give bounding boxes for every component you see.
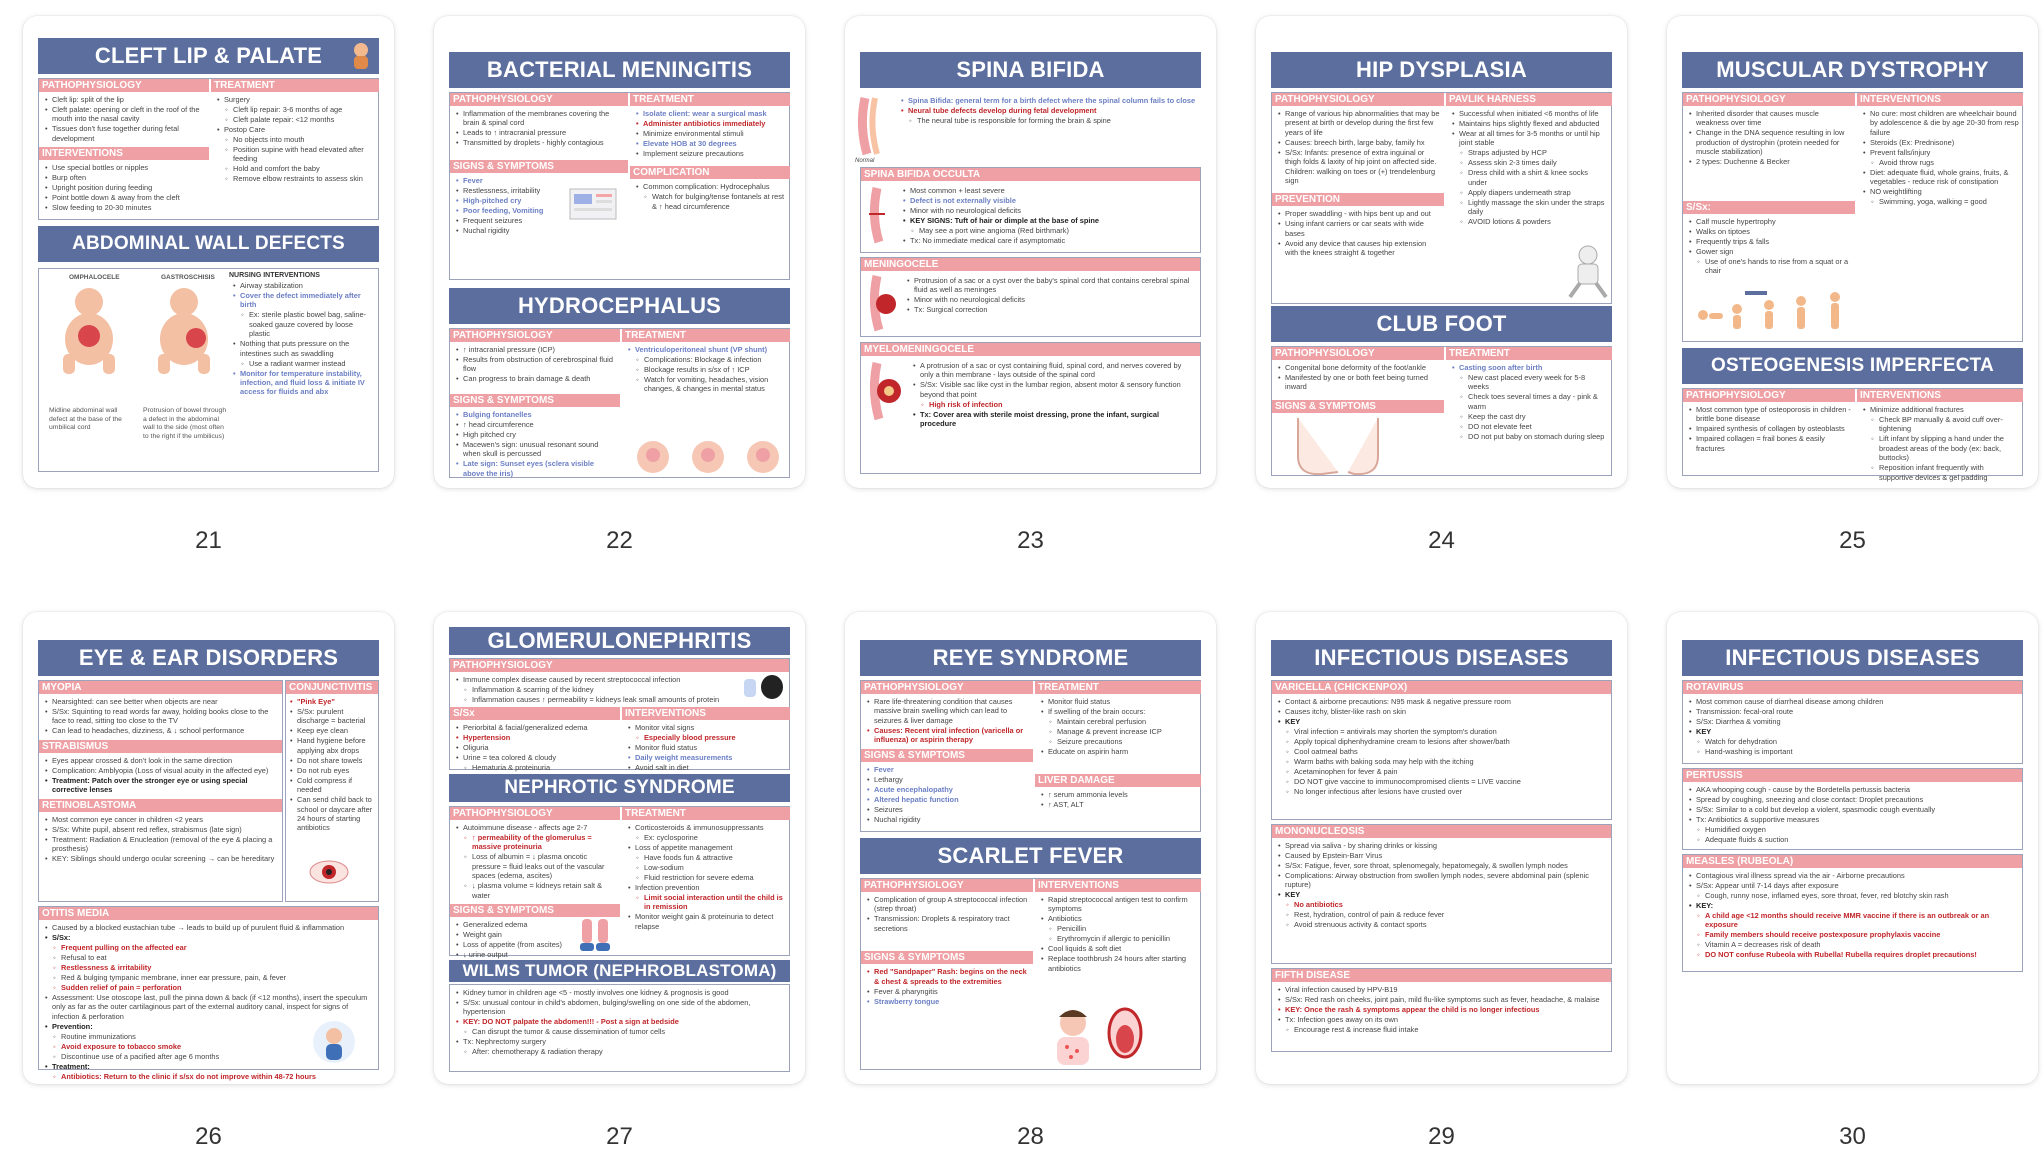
omphalocele-description: Midline abdominal wall defect at the base of the umbilical cord	[49, 407, 122, 431]
glomerulonephritis-box: PATHOPHYSIOLOGY • Immune complex disease caused by recent streptococcal infection ◦ Inflammation & scarring of the kidney ◦ Inflammation causes ↑ permeability = kidneys leak small amounts of protein S/Sx • Periorbital & facial/generalized edema • Hypertension • Oliguria • Urine = tea colored & cloudy ◦ Hematuria & proteinuria INTERVENTIONS • Monitor vital signs ◦ Especially blood pressure • Monitor fluid status • Daily weight measurements • Avoid salt in diet	[449, 658, 790, 770]
normal-label: Normal	[855, 158, 875, 164]
nephrotic-box: PATHOPHYSIOLOGY • Autoimmune disease - affects age 2-7 ◦ ↑ permeability of the glomerulus = massive proteinuria ◦ Loss of albumin = ↓ plasma oncotic pressure = fluid leaks out of the vascular spaces (edema, ascites) ◦ ↓ plasma volume = kidneys retain salt & water SIGNS & SYMPTOMS • Generalized edema • Weight gain • Loss of appetite (from ascites) • ↓ urine output TREATMENT • Corticosteroids & immunosuppressants ◦ Ex: cyclosporine • Loss of appetite management ◦ Have foods fun & attractive ◦ Low-sodium ◦ Fluid restriction for severe edema • Infection prevention ◦ Limit social interaction until the child is in remission • Monitor weight gain & proteinuria to detect relapse	[449, 806, 790, 956]
treatment-list: • Corticosteroids & immunosuppressants ◦ Ex: cyclosporine • Loss of appetite management ◦ Have foods fun & attractive ◦ Low-sodium ◦ Fluid restriction for severe edema • Infection prevention ◦ Limit social interaction until the child is in remission • Monitor weight gain & proteinuria to detect relapse	[622, 823, 790, 931]
pathophysiology-list: • Range of various hip abnormalities that may be present at birth or develop during the first few years of life • Causes: breech birth, large baby, family hx • S/Sx: Infants: presence of extra inguinal or thigh folds & laxity of hip joint on affected side. Children: walking on toes or (+) trendelenburg sign	[1272, 109, 1444, 185]
page-title: INFECTIOUS DISEASES	[1682, 640, 2023, 676]
conjunctivitis-box: CONJUNCTIVITIS • "Pink Eye" • S/Sx: purulent discharge = bacterial • Keep eye clean • Hand hygiene before applying abx drops • Do not share towels • Do not rub eyes • Cold compress if needed • Can send child back to school or daycare after 24 hours of starting antibiotics	[285, 680, 379, 902]
treatment-list-2: • Ventriculoperitoneal shunt (VP shunt) ◦ Complications: Blockage & infection ◦ Blockage results in s/sx of ↑ ICP ◦ Watch for vomiting, headaches, vision changes, & changes in mental status	[622, 345, 790, 394]
section-title: NEPHROTIC SYNDROME	[449, 774, 790, 802]
scarlet-box: PATHOPHYSIOLOGY • Complication of group A streptococcal infection (strep throat) • Transmission: Droplets & respiratory tract secretions SIGNS & SYMPTOMS • Red "Sandpaper" Rash: begins on the neck & chest & spreads to the extremities • Fever & pharyngitis • Strawberry tongue INTERVENTIONS • Rapid streptococcal antigen test to confirm symptoms • Antibiotics ◦ Penicillin ◦ Erythromycin if allergic to penicillin • Cool liquids & soft diet • Replace toothbrush 24 hours after starting antibiotics	[860, 878, 1201, 1070]
fifth-disease-box: FIFTH DISEASE • Viral infection caused by HPV-B19 • S/Sx: Red rash on cheeks, joint pain, mild flu-like symptoms such as fever, headache, & malaise • KEY: Once the rash & symptoms appear the child is no longer infectious • Tx: Infection goes away on its own ◦ Encourage rest & increase fluid intake	[1271, 968, 1612, 1052]
interventions-list: • Monitor vital signs ◦ Especially blood pressure • Monitor fluid status • Daily weight measurements • Avoid salt in diet	[622, 723, 790, 772]
page-number: 24	[1428, 527, 1455, 554]
occulta-box: SPINA BIFIDA OCCULTA • Most common + least severe • Defect is not externally visible • Minor with no neurological deficits • KEY SIGNS: Tuft of hair or dimple at the base of spine ◦ May see a port wine angioma (Red birthmark) • Tx: No immediate medical care if asymptomatic	[860, 167, 1201, 253]
otitis-list: • Caused by a blocked eustachian tube → leads to build up of purulent fluid & inflammation • S/Sx: ◦ Frequent pulling on the affected ear ◦ Refusal to eat ◦ Restlessness & irritability ◦ Red & bulging tympanic membrane, inner ear pressure, pain, & fever ◦ Sudden relief of pain = perforation • Assessment: Use otoscope last, pull the pinna down & back (if <12 months), insert the speculum only as far as the outer cartilaginous part of the external auditory canal, inspect for signs of infection & perforation • Prevention: ◦ Routine immunizations ◦ Avoid exposure to tobacco smoke ◦ Discontinue use of a pacified after age 6 months • Treatment: ◦ Antibiotics: Return to the clinic if s/sx do not improve within 48-72 hours	[39, 923, 378, 1081]
ear-check-illustration-icon	[309, 1019, 359, 1070]
omphalocele-illustration-icon	[49, 284, 129, 381]
page-title: HIP DYSPLASIA	[1271, 52, 1612, 88]
gastroschisis-description: Protrusion of bowel through a defect in the abdominal wall to the side (most often to the right if the umbilicus)	[143, 407, 227, 440]
nursing-list: • Airway stabilization • Cover the defect immediately after birth ◦ Ex: sterile plastic bowel bag, saline-soaked gauze covered by loose plastic • Nothing that puts pressure on the intestines such as swaddling ◦ Use a radiant warmer instead • Monitor for temperature instability, infection, and fluid loss & initiate IV access for fluids and abx	[227, 281, 379, 397]
newspaper-illustration-icon	[568, 185, 620, 228]
eye-icon	[308, 859, 350, 890]
eye-box: MYOPIA • Nearsighted: can see better when objects are near • S/Sx: Squinting to read words far away, holding books close to the face to read, sitting too close to the TV • Can lead to headaches, dizziness, & ↓ school performance STRABISMUS • Eyes appear crossed & don't look in the same direction • Complication: Amblyopia (Loss of visual acuity in the affected eye) • Treatment: Patch over the stronger eye or using special corrective lenses RETINOBLASTOMA • Most common eye cancer in children <2 years • S/Sx: White pupil, absent red reflex, strabismus (late sign) • Treatment: Radiation & Enucleation (removal of the eye & placing a prosthesis) • KEY: Siblings should undergo ocular screening → can be hereditary	[38, 680, 283, 902]
page-number: 28	[1017, 1123, 1044, 1150]
page-thumbnail-26[interactable]	[23, 612, 394, 1084]
fifth-disease-list: • Viral infection caused by HPV-B19 • S/Sx: Red rash on cheeks, joint pain, mild flu-like symptoms such as fever, headache, & malaise • KEY: Once the rash & symptoms appear the child is no longer infectious • Tx: Infection goes away on its own ◦ Encourage rest & increase fluid intake	[1272, 985, 1611, 1034]
intro-list: • Spina Bifida: general term for a birth defect where the spinal column fails to close • Neural tube defects develop during fetal development ◦ The neural tube is responsible for forming the brain & spine	[895, 96, 1205, 126]
page-title: CLEFT LIP & PALATE	[38, 38, 379, 74]
page-number: 25	[1839, 527, 1866, 554]
wilms-box	[449, 984, 790, 1072]
hydrocephalus-box: PATHOPHYSIOLOGY • ↑ intracranial pressure (ICP) • Results from obstruction of cerebrospinal fluid flow • Can progress to brain damage & death SIGNS & SYMPTOMS • Bulging fontanelles • ↑ head circumference • High pitched cry • Macewen's sign: unusual resonant sound when skull is percussed • Late sign: Sunset eyes (sclera visible above the iris) TREATMENT • Ventriculoperitoneal shunt (VP shunt) ◦ Complications: Blockage & infection ◦ Blockage results in s/sx of ↑ ICP ◦ Watch for vomiting, headaches, vision changes, & changes in mental status	[449, 328, 790, 478]
kidney-icon	[742, 673, 786, 706]
section-title: SCARLET FEVER	[860, 838, 1201, 874]
mononucleosis-box: MONONUCLEOSIS • Spread via saliva - by sharing drinks or kissing • Caused by Epstein-Barr Virus • S/Sx: Fatigue, fever, sore throat, splenomegaly, hepatomegaly, & swollen lymph nodes • Complications: Airway obstruction from swollen lymph nodes, severe abdominal pain (splenic rupture) • KEY ◦ No antibiotics ◦ Rest, hydration, control of pain & reduce fever ◦ Avoid strenuous activity & contact sports	[1271, 824, 1612, 964]
treatment-list: • Surgery ◦ Cleft lip repair: 3-6 months of age ◦ Cleft palate repair: <12 months • Postop Care ◦ No objects into mouth ◦ Position supine with head elevated after feeding ◦ Hold and comfort the baby ◦ Remove elbow restraints to assess skin	[211, 95, 379, 184]
gastroschisis-illustration-icon	[144, 284, 224, 381]
myopia-list: • Nearsighted: can see better when objects are near • S/Sx: Squinting to read words far away, holding books close to the face to read, sitting too close to the TV • Can lead to headaches, dizziness, & ↓ school performance	[39, 697, 282, 736]
wilms-list: • Kidney tumor in children age <5 - mostly involves one kidney & prognosis is good • S/Sx: unusual contour in child's abdomen, bulging/swelling on one side of the abdomen, hypertension • KEY: DO NOT palpate the abdomen!!! - Post a sign at bedside ◦ Can disrupt the tumor & cause dissemination of tumor cells • Tx: Nephrectomy surgery ◦ After: chemotherapy & radiation therapy	[450, 985, 789, 1057]
pavlik-list: • Successful when initiated <6 months of life • Maintains hips slightly flexed and abducted • Wear at all times for 3-5 months or until hip joint stable ◦ Straps adjusted by HCP ◦ Assess skin 2-3 times daily ◦ Dress child with a shirt & knee socks under ◦ Apply diapers underneath strap ◦ Lightly massage the skin under the straps daily ◦ AVOID lotions & powders	[1446, 109, 1612, 227]
strawberry-tongue-icon	[1107, 1007, 1143, 1068]
mononucleosis-list: • Spread via saliva - by sharing drinks or kissing • Caused by Epstein-Barr Virus • S/Sx: Fatigue, fever, sore throat, splenomegaly, hepatomegaly, & swollen lymph nodes • Complications: Airway obstruction from swollen lymph nodes, severe abdominal pain (splenic rupture) • KEY ◦ No antibiotics ◦ Rest, hydration, control of pain & reduce fever ◦ Avoid strenuous activity & contact sports	[1272, 841, 1611, 930]
myelomeningocele-box: MYELOMENINGOCELE • A protrusion of a sac or cyst containing fluid, spinal cord, and nerves covered by only a thin membrane - lays outside of the spinal cord • S/Sx: Visible sac like cyst in the lumbar region, absent motor & sensory function beyond that point ◦ High risk of infection • Tx: Cover area with sterile moist dressing, prone the infant, surgical procedure	[860, 342, 1201, 474]
page-number: 29	[1428, 1123, 1455, 1150]
section-title: OSTEOGENESIS IMPERFECTA	[1682, 348, 2023, 384]
page-thumbnail-27[interactable]	[434, 612, 805, 1084]
page-number: 30	[1839, 1123, 1866, 1150]
spine-occulta-icon	[867, 186, 895, 249]
pathophysiology-list-2: • Complication of group A streptococcal infection (strep throat) • Transmission: Droplets & respiratory tract secretions	[861, 895, 1033, 933]
child-rash-illustration-icon	[1051, 1007, 1095, 1072]
gower-sign-illustration-icon	[1691, 289, 1861, 338]
page-thumbnail-21[interactable]	[23, 16, 394, 488]
normal-spine-icon	[855, 96, 885, 163]
prevention-list: • Proper swaddling - with hips bent up and out • Using infant carriers or car seats with wide bases • Avoid any device that causes hip extension with the knees straight & together	[1272, 209, 1444, 257]
rotavirus-box: ROTAVIRUS • Most common cause of diarrheal disease among children • Transmission: fecal-oral route • S/Sx: Diarrhea & vomiting • KEY ◦ Watch for dehydration ◦ Hand-washing is important	[1682, 680, 2023, 764]
page-number: 23	[1017, 527, 1044, 554]
page-title: SPINA BIFIDA	[860, 52, 1201, 88]
treatment-list: • Monitor fluid status • If swelling of the brain occurs: ◦ Maintain cerebral perfusion ◦ Manage & prevent increase ICP ◦ Seizure precautions • Educate on aspirin harm	[1035, 697, 1201, 756]
conjunctivitis-list: • "Pink Eye" • S/Sx: purulent discharge = bacterial • Keep eye clean • Hand hygiene before applying abx drops • Do not share towels • Do not rub eyes • Cold compress if needed • Can send child back to school or daycare after 24 hours of starting antibiotics	[286, 697, 378, 833]
pathophysiology-list: • Inflammation of the membranes covering the brain & spinal cord • Leads to ↑ intracranial pressure • Transmitted by droplets - highly contagious	[450, 109, 628, 148]
swollen-legs-icon	[578, 917, 612, 958]
interventions-list: • Use special bottles or nipples • Burp often • Upright position during feeding • Point bottle down & away from the cleft • Slow feeding to 20-30 minutes	[39, 163, 209, 212]
page-title: GLOMERULONEPHRITIS	[449, 627, 790, 655]
interventions-list: • No cure: most children are wheelchair bound by adolescence & die by age 20-30 from resp failure • Steroids (Ex: Prednisone) • Prevent falls/injury ◦ Avoid throw rugs • Diet: adequate fluid, whole grains, fruits, & vegetables - reduce risk of constipation • NO weightlifting ◦ Swimming, yoga, walking = good	[1857, 109, 2023, 207]
page-number: 27	[606, 1123, 633, 1150]
page-title: INFECTIOUS DISEASES	[1271, 640, 1612, 676]
signs-list: • Calf muscle hypertrophy • Walks on tiptoes • Frequently trips & falls • Gower sign ◦ Use of one's hands to rise from a squat or a chair	[1683, 217, 1855, 276]
page-thumbnail-25[interactable]	[1667, 16, 2038, 488]
club-feet-illustration-icon	[1278, 416, 1450, 485]
pathophysiology-list-2: • ↑ intracranial pressure (ICP) • Results from obstruction of cerebrospinal fluid flow • Can progress to brain damage & death	[450, 345, 620, 384]
muscular-dystrophy-box: PATHOPHYSIOLOGY • Inherited disorder that causes muscle weakness over time • Change in the DNA sequence resulting in low production of dystrophin (protein needed for muscle stabilization) • 2 types: Duchenne & Becker S/Sx: • Calf muscle hypertrophy • Walks on tiptoes • Frequently trips & falls • Gower sign ◦ Use of one's hands to rise from a squat or a chair INTERVENTIONS • No cure: most children are wheelchair bound by adolescence & die by age 20-30 from resp failure • Steroids (Ex: Prednisone) • Prevent falls/injury ◦ Avoid throw rugs • Diet: adequate fluid, whole grains, fruits, & vegetables - reduce risk of constipation • NO weightlifting ◦ Swimming, yoga, walking = good	[1682, 92, 2023, 342]
pathophysiology-list-2: • Most common type of osteoporosis in children - brittle bone disease • Impaired synthesis of collagen by osteoblasts • Impaired collagen = frail bones & easily fractures	[1683, 405, 1855, 453]
page-title: MUSCULAR DYSTROPHY	[1682, 52, 2023, 88]
pathophysiology-list: • Immune complex disease caused by recent streptococcal infection ◦ Inflammation & scarring of the kidney ◦ Inflammation causes ↑ permeability = kidneys leak small amounts of protein	[450, 675, 730, 704]
measles-box: MEASLES (RUBEOLA) • Contagious viral illness spread via the air - Airborne precautions • S/Sx: Appear until 7-14 days after exposure ◦ Cough, runny nose, inflamed eyes, sore throat, fever, red blotchy skin rash • KEY: ◦ A child age <12 months should receive MMR vaccine if there is an outbreak or an exposure ◦ Family members should receive postexposure prophylaxis vaccine ◦ Vitamin A = decreases risk of death ◦ DO NOT confuse Rubeola with Rubella! Rubella requires droplet precautions!	[1682, 854, 2023, 972]
pathophysiology-list-2: • Congenital bone deformity of the foot/ankle • Manifested by one or both feet being turned inward	[1272, 363, 1444, 392]
occulta-list: • Most common + least severe • Defect is not externally visible • Minor with no neurological deficits • KEY SIGNS: Tuft of hair or dimple at the base of spine ◦ May see a port wine angioma (Red birthmark) • Tx: No immediate medical care if asymptomatic	[897, 186, 1197, 246]
baby-icon	[347, 41, 375, 76]
treatment-list: • Casting soon after birth ◦ New cast placed every week for 5-8 weeks ◦ Check toes several times a day - pink & warm ◦ Keep the cast dry ◦ DO not elevate feet ◦ DO not put baby on stomach during sleep	[1446, 363, 1612, 441]
meningocele-box: MENINGOCELE • Protrusion of a sac or a cyst over the baby's spinal cord that contains cerebral spinal fluid as well as meninges • Minor with no neurological deficits • Tx: Surgical correction	[860, 257, 1201, 337]
meningitis-box: PATHOPHYSIOLOGY • Inflammation of the membranes covering the brain & spinal cord • Leads to ↑ intracranial pressure • Transmitted by droplets - highly contagious SIGNS & SYMPTOMS • Fever • Restlessness, irritability • High-pitched cry • Poor feeding, Vomiting • Frequent seizures • Nuchal rigidity TREATMENT • Isolate client: wear a surgical mask • Administer antibiotics immediately • Minimize environmental stimuli • Elevate HOB at 30 degrees • Implement seizure precautions COMPLICATION • Common complication: Hydrocephalus ◦ Watch for bulging/tense fontanels at rest & ↑ head circumference	[449, 92, 790, 280]
page-title: BACTERIAL MENINGITIS	[449, 52, 790, 88]
page-number: 22	[606, 527, 633, 554]
section-title: CLUB FOOT	[1271, 306, 1612, 342]
hip-box: PATHOPHYSIOLOGY • Range of various hip abnormalities that may be present at birth or develop during the first few years of life • Causes: breech birth, large baby, family hx • S/Sx: Infants: presence of extra inguinal or thigh folds & laxity of hip joint on affected side. Children: walking on toes or (+) trendelenburg sign PREVENTION • Proper swaddling - with hips bent up and out • Using infant carriers or car seats with wide bases • Avoid any device that causes hip extension with the knees straight & together PAVLIK HARNESS • Successful when initiated <6 months of life • Maintains hips slightly flexed and abducted • Wear at all times for 3-5 months or until hip joint stable ◦ Straps adjusted by HCP ◦ Assess skin 2-3 times daily ◦ Dress child with a shirt & knee socks under ◦ Apply diapers underneath strap ◦ Lightly massage the skin under the straps daily ◦ AVOID lotions & powders	[1271, 92, 1612, 304]
meningocele-icon	[867, 274, 899, 337]
infant-head-illustrations-icon	[628, 437, 788, 480]
rotavirus-list: • Most common cause of diarrheal disease among children • Transmission: fecal-oral route • S/Sx: Diarrhea & vomiting • KEY ◦ Watch for dehydration ◦ Hand-washing is important	[1683, 697, 2022, 756]
pathophysiology-list: • Cleft lip: split of the lip • Cleft palate: opening or cleft in the roof of the mouth into the nasal cavity • Tissues don't fuse together during fetal development	[39, 95, 209, 143]
myelomeningocele-icon	[867, 361, 903, 426]
reye-box: PATHOPHYSIOLOGY • Rare life-threatening condition that causes massive brain swelling which can lead to seizures & liver damage • Causes: Recent viral infection (varicella or influenza) or aspirin therapy SIGNS & SYMPTOMS • Fever • Lethargy • Acute encephalopathy • Altered hepatic function • Seizures • Nuchal rigidity TREATMENT • Monitor fluid status • If swelling of the brain occurs: ◦ Maintain cerebral perfusion ◦ Manage & prevent increase ICP ◦ Seizure precautions • Educate on aspirin harm LIVER DAMAGE • ↑ serum ammonia levels • ↑ AST, ALT	[860, 680, 1201, 832]
gastroschisis-label: GASTROSCHISIS	[161, 274, 215, 281]
abdominal-box	[38, 268, 379, 472]
otitis-box: OTITIS MEDIA • Caused by a blocked eustachian tube → leads to build up of purulent fluid & inflammation • S/Sx: ◦ Frequent pulling on the affected ear ◦ Refusal to eat ◦ Restlessness & irritability ◦ Red & bulging tympanic membrane, inner ear pressure, pain, & fever ◦ Sudden relief of pain = perforation • Assessment: Use otoscope last, pull the pinna down & back (if <12 months), insert the speculum only as far as the outer cartilaginous part of the external auditory canal, inspect for signs of infection & perforation • Prevention: ◦ Routine immunizations ◦ Avoid exposure to tobacco smoke ◦ Discontinue use of a pacified after age 6 months • Treatment: ◦ Antibiotics: Return to the clinic if s/sx do not improve within 48-72 hours	[38, 906, 379, 1070]
omphalocele-label: OMPHALOCELE	[69, 274, 120, 281]
signs-list-2: • Bulging fontanelles • ↑ head circumference • High pitched cry • Macewen's sign: unusual resonant sound when skull is percussed • Late sign: Sunset eyes (sclera visible above the iris)	[450, 410, 620, 478]
pathophysiology-list: • Inherited disorder that causes muscle weakness over time • Change in the DNA sequence resulting in low production of dystrophin (protein needed for muscle stabilization) • 2 types: Duchenne & Becker	[1683, 109, 1855, 167]
page-number: 26	[195, 1123, 222, 1150]
pavlik-harness-baby-icon	[1566, 243, 1610, 306]
page-number: 21	[195, 527, 222, 554]
osteogenesis-box: PATHOPHYSIOLOGY • Most common type of osteoporosis in children - brittle bone disease • Impaired synthesis of collagen by osteoblasts • Impaired collagen = frail bones & easily fractures INTERVENTIONS • Minimize additional fractures ◦ Check BP manually & avoid cuff over-tightening ◦ Lift infant by slipping a hand under the broadest areas of the body (ex: back, buttocks) ◦ Reposition infant frequently with supportive devices & gel padding	[1682, 388, 2023, 476]
section-title: HYDROCEPHALUS	[449, 288, 790, 324]
interventions-list: • Rapid streptococcal antigen test to confirm symptoms • Antibiotics ◦ Penicillin ◦ Erythromycin if allergic to penicillin • Cool liquids & soft diet • Replace toothbrush 24 hours after starting antibiotics	[1035, 895, 1201, 973]
signs-list-2: • Red "Sandpaper" Rash: begins on the neck & chest & spreads to the extremities • Fever & pharyngitis • Strawberry tongue	[861, 967, 1033, 1006]
pertussis-list: • AKA whooping cough - cause by the Bordetella pertussis bacteria • Spread by coughing, sneezing and close contact: Droplet precautions • S/Sx: Similar to a cold but develop a violent, spasmodic cough eventually • Tx: Antibiotics & supportive measures ◦ Humidified oxygen ◦ Adequate fluids & suction	[1683, 785, 2022, 844]
page-thumbnail-30[interactable]	[1667, 612, 2038, 1084]
signs-list-2: • Generalized edema • Weight gain • Loss of appetite (from ascites) • ↓ urine output	[450, 920, 620, 959]
complication-list: • Common complication: Hydrocephalus ◦ Watch for bulging/tense fontanels at rest & ↑ head circumference	[630, 182, 790, 211]
varicella-list: • Contact & airborne precautions: N95 mask & negative pressure room • Causes itchy, blister-like rash on skin • KEY ◦ Viral infection = antivirals may shorten the symptom's duration ◦ Apply topical diphenhydramine cream to lesions after shower/bath ◦ Cool oatmeal baths ◦ Warm baths with baking soda may help with the itching ◦ Acetaminophen for fever & pain ◦ DO NOT give vaccine to immunocompromised clients = LIVE vaccine ◦ No longer infectious after lesions have crusted over	[1272, 697, 1611, 796]
interventions-list-2: • Minimize additional fractures ◦ Check BP manually & avoid cuff over-tightening ◦ Lift infant by slipping a hand under the broadest areas of the body (ex: back, buttocks) ◦ Reposition infant frequently with supportive devices & gel padding	[1857, 405, 2023, 482]
page-title: REYE SYNDROME	[860, 640, 1201, 676]
section-title-3: WILMS TUMOR (NEPHROBLASTOMA)	[449, 960, 790, 982]
strabismus-list: • Eyes appear crossed & don't look in the same direction • Complication: Amblyopia (Loss of visual acuity in the affected eye) • Treatment: Patch over the stronger eye or using special corrective lenses	[39, 756, 282, 795]
signs-list: • Fever • Lethargy • Acute encephalopathy • Altered hepatic function • Seizures • Nuchal rigidity	[861, 765, 1033, 824]
cleft-info-box: PATHOPHYSIOLOGY • Cleft lip: split of the lip • Cleft palate: opening or cleft in the roof of the mouth into the nasal cavity • Tissues don't fuse together during fetal development INTERVENTIONS • Use special bottles or nipples • Burp often • Upright position during feeding • Point bottle down & away from the cleft • Slow feeding to 20-30 minutes TREATMENT • Surgery ◦ Cleft lip repair: 3-6 months of age ◦ Cleft palate repair: <12 months • Postop Care ◦ No objects into mouth ◦ Position supine with head elevated after feeding ◦ Hold and comfort the baby ◦ Remove elbow restraints to assess skin	[38, 78, 379, 220]
myelomeningocele-list: • A protrusion of a sac or cyst containing fluid, spinal cord, and nerves covered by only a thin membrane - lays outside of the spinal cord • S/Sx: Visible sac like cyst in the lumbar region, absent motor & sensory function beyond that point ◦ High risk of infection • Tx: Cover area with sterile moist dressing, prone the infant, surgical procedure	[907, 361, 1199, 429]
signs-list: • Periorbital & facial/generalized edema • Hypertension • Oliguria • Urine = tea colored & cloudy ◦ Hematuria & proteinuria	[450, 723, 620, 772]
liver-damage-list: • ↑ serum ammonia levels • ↑ AST, ALT	[1035, 790, 1201, 809]
page-thumbnail-29[interactable]	[1256, 612, 1627, 1084]
page-thumbnail-28[interactable]	[845, 612, 1216, 1084]
signs-list: • Fever • Restlessness, irritability • High-pitched cry • Poor feeding, Vomiting • Frequent seizures • Nuchal rigidity	[450, 176, 628, 235]
page-thumbnail-23[interactable]	[845, 16, 1216, 488]
retinoblastoma-list: • Most common eye cancer in children <2 years • S/Sx: White pupil, absent red reflex, strabismus (late sign) • Treatment: Radiation & Enucleation (removal of the eye & placing a prosthesis) • KEY: Siblings should undergo ocular screening → can be hereditary	[39, 815, 282, 864]
pathophysiology-list-2: • Autoimmune disease - affects age 2-7 ◦ ↑ permeability of the glomerulus = massive proteinuria ◦ Loss of albumin = ↓ plasma oncotic pressure = fluid leaks out of the vascular spaces (edema, ascites) ◦ ↓ plasma volume = kidneys retain salt & water	[450, 823, 620, 900]
treatment-list: • Isolate client: wear a surgical mask • Administer antibiotics immediately • Minimize environmental stimuli • Elevate HOB at 30 degrees • Implement seizure precautions	[630, 109, 790, 158]
nursing-interventions-heading: NURSING INTERVENTIONS	[229, 272, 320, 279]
meningocele-list: • Protrusion of a sac or a cyst over the baby's spinal cord that contains cerebral spinal fluid as well as meninges • Minor with no neurological deficits • Tx: Surgical correction	[901, 276, 1197, 315]
measles-list: • Contagious viral illness spread via the air - Airborne precautions • S/Sx: Appear until 7-14 days after exposure ◦ Cough, runny nose, inflamed eyes, sore throat, fever, red blotchy skin rash • KEY: ◦ A child age <12 months should receive MMR vaccine if there is an outbreak or an exposure ◦ Family members should receive postexposure prophylaxis vaccine ◦ Vitamin A = decreases risk of death ◦ DO NOT confuse Rubeola with Rubella! Rubella requires droplet precautions!	[1683, 871, 2022, 960]
varicella-box: VARICELLA (CHICKENPOX) • Contact & airborne precautions: N95 mask & negative pressure room • Causes itchy, blister-like rash on skin • KEY ◦ Viral infection = antivirals may shorten the symptom's duration ◦ Apply topical diphenhydramine cream to lesions after shower/bath ◦ Cool oatmeal baths ◦ Warm baths with baking soda may help with the itching ◦ Acetaminophen for fever & pain ◦ DO NOT give vaccine to immunocompromised clients = LIVE vaccine ◦ No longer infectious after lesions have crusted over	[1271, 680, 1612, 820]
clubfoot-box: PATHOPHYSIOLOGY • Congenital bone deformity of the foot/ankle • Manifested by one or both feet being turned inward SIGNS & SYMPTOMS TREATMENT • Casting soon after birth ◦ New cast placed every week for 5-8 weeks ◦ Check toes several times a day - pink & warm ◦ Keep the cast dry ◦ DO not elevate feet ◦ DO not put baby on stomach during sleep	[1271, 346, 1612, 476]
page-title: EYE & EAR DISORDERS	[38, 640, 379, 676]
page-thumbnail-22[interactable]	[434, 16, 805, 488]
pathophysiology-list: • Rare life-threatening condition that causes massive brain swelling which can lead to seizures & liver damage • Causes: Recent viral infection (varicella or influenza) or aspirin therapy	[861, 697, 1033, 745]
pertussis-box: PERTUSSIS • AKA whooping cough - cause by the Bordetella pertussis bacteria • Spread by coughing, sneezing and close contact: Droplet precautions • S/Sx: Similar to a cold but develop a violent, spasmodic cough eventually • Tx: Antibiotics & supportive measures ◦ Humidified oxygen ◦ Adequate fluids & suction	[1682, 768, 2023, 850]
page-thumbnail-24[interactable]	[1256, 16, 1627, 488]
section-title: ABDOMINAL WALL DEFECTS	[38, 226, 379, 262]
